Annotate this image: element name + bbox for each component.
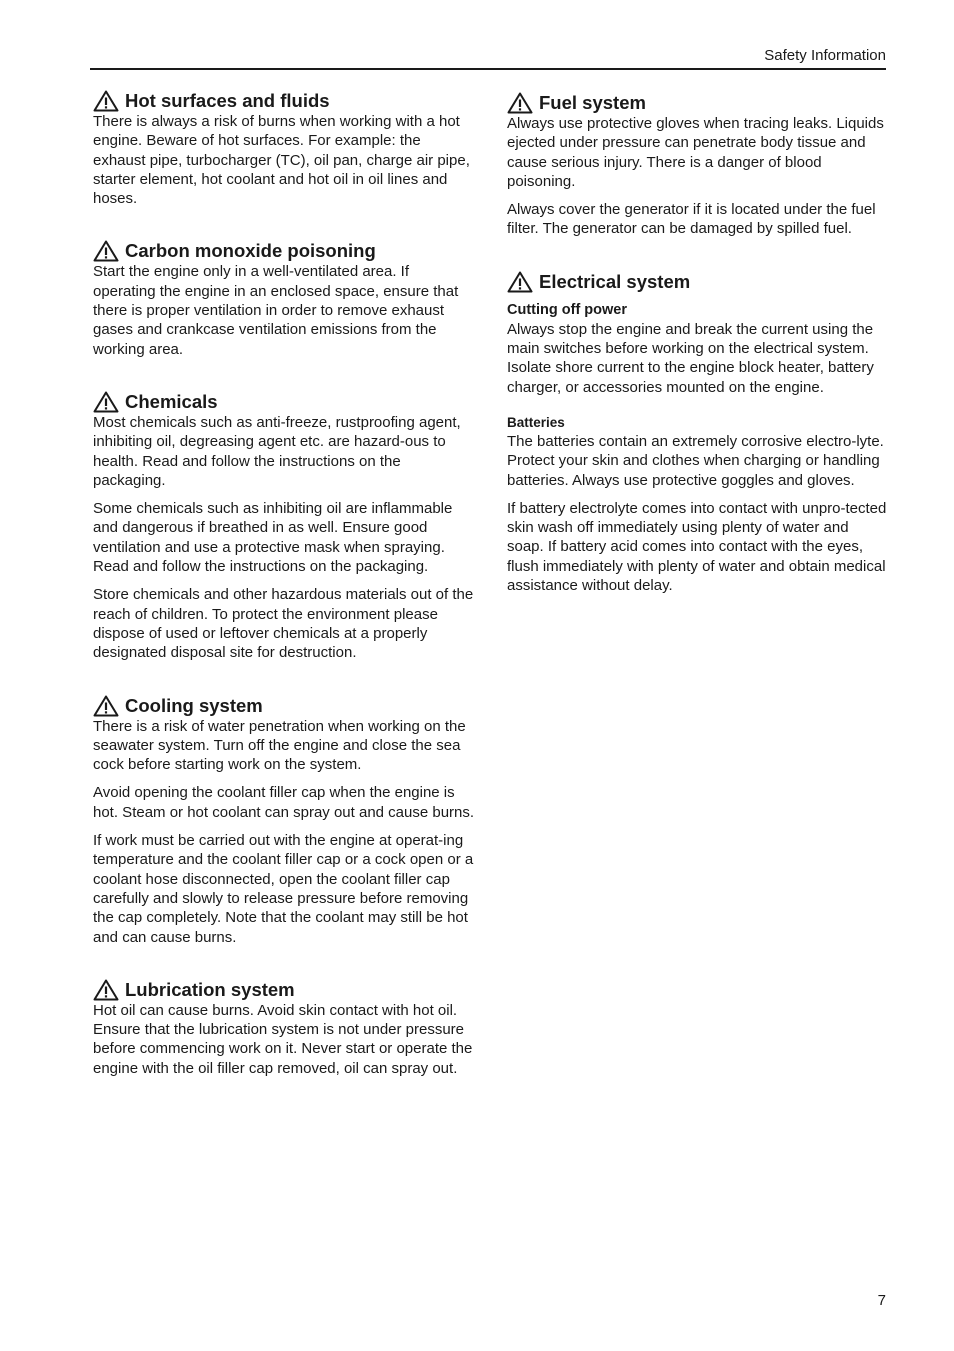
paragraph: If battery electrolyte comes into contact with unpro-tected skin wash off immediately using plenty of water and soap. If battery acid comes into contact with the eyes, flush immediately with plenty of water and obtain medical assistance without delay. bbox=[507, 499, 887, 595]
section-heading bbox=[93, 391, 475, 413]
section-chemicals bbox=[93, 391, 475, 663]
paragraph: Avoid opening the coolant filler cap when the engine is hot. Steam or hot coolant can spray out and cause burns. bbox=[93, 784, 475, 821]
paragraph: Most chemicals such as anti-freeze, rustproofing agent, inhibiting oil, degreasing agent etc. are hazard-ous to health. Read and follow the instructions on the packaging. bbox=[93, 413, 461, 489]
section-title: Hot surfaces and fluids bbox=[125, 90, 330, 111]
right-column bbox=[507, 92, 889, 627]
warning-triangle-icon bbox=[93, 979, 119, 1001]
warning-triangle-icon bbox=[507, 92, 533, 114]
section-title: Chemicals bbox=[125, 390, 218, 412]
warning-triangle-icon bbox=[93, 391, 119, 413]
paragraph: Hot oil can cause burns. Avoid skin contact with hot oil. Ensure that the lubrication system is not under pressure before commencing work on it. Never start or operate the engine with the oil filler cap removed, oil can spray out. bbox=[93, 1001, 473, 1077]
section-heading bbox=[507, 92, 889, 114]
header-rule bbox=[90, 68, 886, 70]
header-title: Safety Information bbox=[764, 47, 886, 64]
section-fuel-system bbox=[507, 92, 889, 239]
paragraph: Always use protective gloves when tracing leaks. Liquids ejected under pressure can penetrate body tissue and cause serious injury. There is a danger of blood poisoning. bbox=[507, 115, 884, 190]
section-heading bbox=[93, 240, 475, 262]
section-heading bbox=[93, 90, 475, 112]
section-heading bbox=[507, 271, 889, 293]
section-electrical-system bbox=[507, 271, 889, 596]
warning-triangle-icon bbox=[507, 271, 533, 293]
section-title: Cooling system bbox=[125, 694, 263, 716]
paragraph: The batteries contain an extremely corrosive electro-lyte. Protect your skin and clothes when charging or handling batteries. Always use protective goggles and gloves. bbox=[507, 432, 884, 489]
paragraph: Store chemicals and other hazardous materials out of the reach of children. To protect the environment please dispose of used or leftover chemicals at a properly designated disposal site for destruction. bbox=[93, 586, 474, 662]
paragraph: There is always a risk of burns when working with a hot engine. Beware of hot surfaces. For example: the exhaust pipe, turbocharger (TC), oil pan, charge air pipe, starter element, hot coolant and hot oil in oil lines and hoses. bbox=[93, 113, 470, 208]
page-number: 7 bbox=[877, 1292, 886, 1309]
subheading-cutting-off-power: Cutting off power bbox=[507, 301, 628, 318]
left-column bbox=[93, 90, 475, 1110]
warning-triangle-icon bbox=[93, 695, 119, 717]
section-title: Fuel system bbox=[539, 92, 646, 113]
section-title: Lubrication system bbox=[125, 978, 295, 1000]
section-lubrication-system bbox=[93, 979, 475, 1078]
section-title: Carbon monoxide poisoning bbox=[125, 240, 376, 262]
subheading-batteries: Batteries bbox=[507, 414, 565, 430]
section-hot-surfaces bbox=[93, 90, 475, 208]
warning-triangle-icon bbox=[93, 90, 119, 112]
paragraph: Always cover the generator if it is located under the fuel filter. The generator can be damaged by spilled fuel. bbox=[507, 201, 876, 238]
section-cooling-system bbox=[93, 695, 475, 947]
section-title: Electrical system bbox=[539, 270, 691, 292]
paragraph: Always stop the engine and break the current using the main switches before working on the electrical system. Isolate shore current to the engine block heater, battery charger, or accessories mounted on the engine. bbox=[507, 320, 874, 396]
paragraph: Some chemicals such as inhibiting oil are inflammable and dangerous if breathed in as well. Ensure good ventilation and use a protective mask when spraying. Read and follow the instructions on the packaging. bbox=[93, 500, 453, 576]
paragraph: If work must be carried out with the engine at operat-ing temperature and the coolant filler cap or a cock open or a coolant hose disconnected, open the coolant filler cap carefully and slowly to release pressure before removing the cap completely. Note that the coolant may still be hot and can cause burns. bbox=[93, 832, 474, 946]
paragraph: There is a risk of water penetration when working on the seawater system. Turn off the engine and close the sea cock before starting work on the system. bbox=[93, 717, 466, 774]
paragraph: Start the engine only in a well-ventilated area. If operating the engine in an enclosed space, ensure that there is proper ventilation in order to remove exhaust gases and crankcase ventilation emissions from the working area. bbox=[93, 263, 459, 358]
section-heading bbox=[93, 979, 475, 1001]
section-heading bbox=[93, 695, 475, 717]
warning-triangle-icon bbox=[93, 240, 119, 262]
section-carbon-monoxide bbox=[93, 240, 475, 358]
